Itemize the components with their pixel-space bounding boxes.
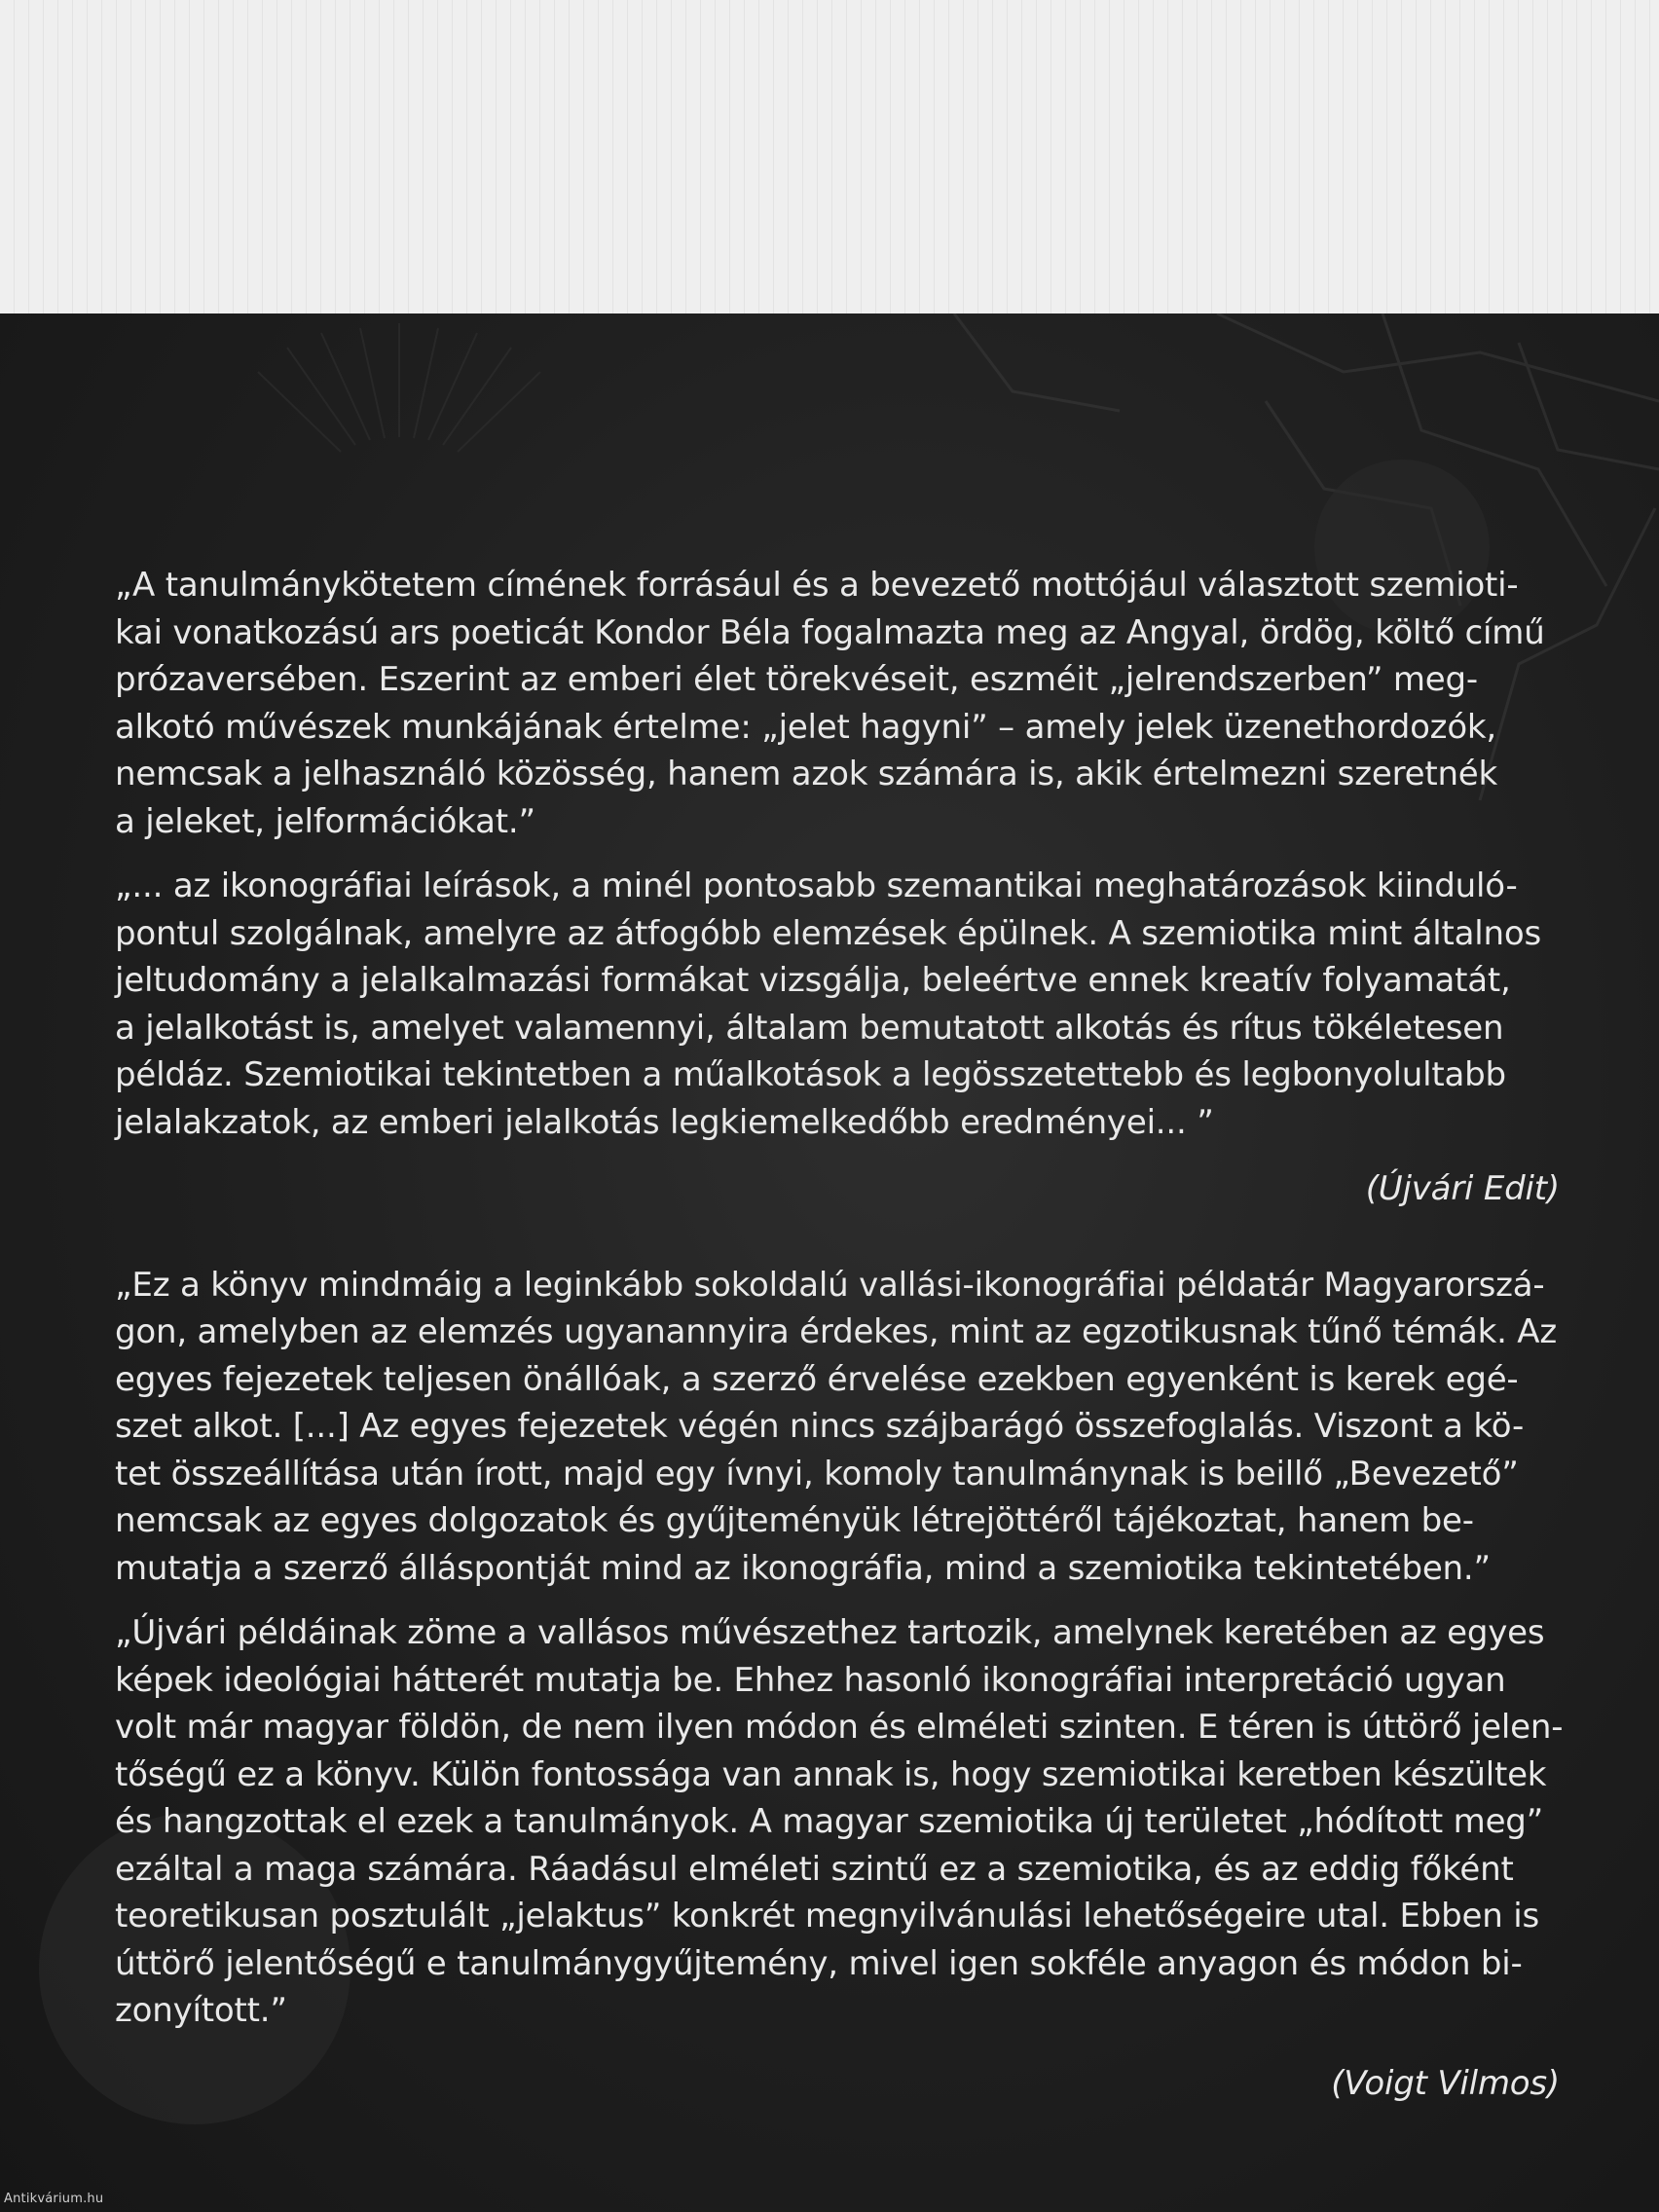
quote-ujvari-1: [115, 562, 1564, 845]
text-line: zonyított.”: [115, 1991, 287, 2030]
blurb-text: [115, 562, 1564, 2156]
text-line: ezáltal a maga számára. Ráadásul elméleti szintű ez a szemiotika, és az eddig főként: [115, 1849, 1514, 1889]
text-line: tet összeállítása után írott, majd egy ívnyi, komoly tanulmánynak is beillő „Bevezető”: [115, 1454, 1519, 1493]
text-line: mutatja a szerző álláspontját mind az ikonográfia, mind a szemiotika tekintetében.”: [115, 1548, 1491, 1588]
text-line: gon, amelyben az elemzés ugyanannyira érdekes, mint az egzotikusnak tűnő témák. Az: [115, 1312, 1558, 1351]
text-line: „A tanulmánykötetem címének forrásául és a bevezető mottójául választott szemioti-: [115, 566, 1519, 605]
text-line: „Újvári példáinak zöme a vallásos művészethez tartozik, amelynek keretében az egyes: [115, 1613, 1545, 1652]
text-line: a jelalkotást is, amelyet valamennyi, általam bemutatott alkotás és rítus tökéletesen: [115, 1008, 1504, 1048]
quote-voigt-1: [115, 1262, 1564, 1593]
text-line: szet alkot. [...] Az egyes fejezetek végén nincs szájbarágó összefoglalás. Viszont a kö-: [115, 1407, 1525, 1446]
text-line: egyes fejezetek teljesen önállóak, a szerző érvelése ezekben egyenként is kerek egé-: [115, 1359, 1519, 1399]
text-line: nemcsak a jelhasználó közösség, hanem azok számára is, akik értelmezni szeretnék: [115, 755, 1498, 793]
text-line: a jeleket, jelformációkat.”: [115, 801, 535, 841]
text-line: „Ez a könyv mindmáig a leginkább sokoldalú vallási-ikonográfiai példatár Magyarorszá-: [115, 1265, 1545, 1305]
text-line: teoretikusan posztulált „jelaktus” konkrét megnyilvánulási lehetőségeire utal. Ebben is: [115, 1897, 1539, 1936]
paper-background-strip: [0, 0, 1659, 313]
text-line: volt már magyar földön, de nem ilyen módon és elméleti szinten. E téren is úttörő jelen-: [115, 1708, 1564, 1747]
text-line: „... az ikonográfiai leírások, a minél pontosabb szemantikai meghatározások kiinduló-: [115, 866, 1518, 905]
quote-voigt-2: [115, 1609, 1564, 2035]
text-line: és hangzottak el ezek a tanulmányok. A magyar szemiotika új területet „hódított meg”: [115, 1802, 1544, 1841]
watermark: Antikvárium.hu: [4, 2192, 104, 2206]
text-line: képek ideológiai hátterét mutatja be. Ehhez hasonló ikonográfiai interpretáció ugyan: [115, 1660, 1506, 1700]
text-line: prózaversében. Eszerint az emberi élet törekvéseit, eszméit „jelrendszerben” meg-: [115, 660, 1478, 699]
back-cover: [0, 313, 1659, 2212]
text-line: jeltudomány a jelalkalmazási formákat vizsgálja, beleértve ennek kreatív folyamatát,: [115, 961, 1511, 1000]
text-line: úttörő jelentőségű e tanulmánygyűjtemény, mivel igen sokféle anyagon és módon bi-: [115, 1943, 1523, 1983]
text-line: példáz. Szemiotikai tekintetben a műalkotások a legösszetettebb és legbonyolultabb: [115, 1055, 1506, 1094]
text-line: jelalakzatok, az emberi jelalkotás legkiemelkedőbb eredményei... ”: [115, 1102, 1214, 1142]
text-line: kai vonatkozású ars poeticát Kondor Béla fogalmazta meg az Angyal, ördög, költő című: [115, 612, 1545, 652]
quote-ujvari-2: [115, 863, 1564, 1146]
text-line: pontul szolgálnak, amelyre az átfogóbb elemzések épülnek. A szemiotika mint általnos: [115, 913, 1542, 953]
credit-ujvari-edit: (Újvári Edit): [1365, 1169, 1560, 1208]
text-line: tőségű ez a könyv. Külön fontossága van annak is, hogy szemiotikai keretben készültek: [115, 1754, 1547, 1794]
text-line: alkotó művészek munkájának értelme: „jelet hagyni” – amely jelek üzenethordozók,: [115, 707, 1497, 747]
credit-voigt-vilmos: (Voigt Vilmos): [1331, 2063, 1560, 2103]
text-line: nemcsak az egyes dolgozatok és gyűjteményük létrejöttéről tájékoztat, hanem be-: [115, 1501, 1474, 1540]
